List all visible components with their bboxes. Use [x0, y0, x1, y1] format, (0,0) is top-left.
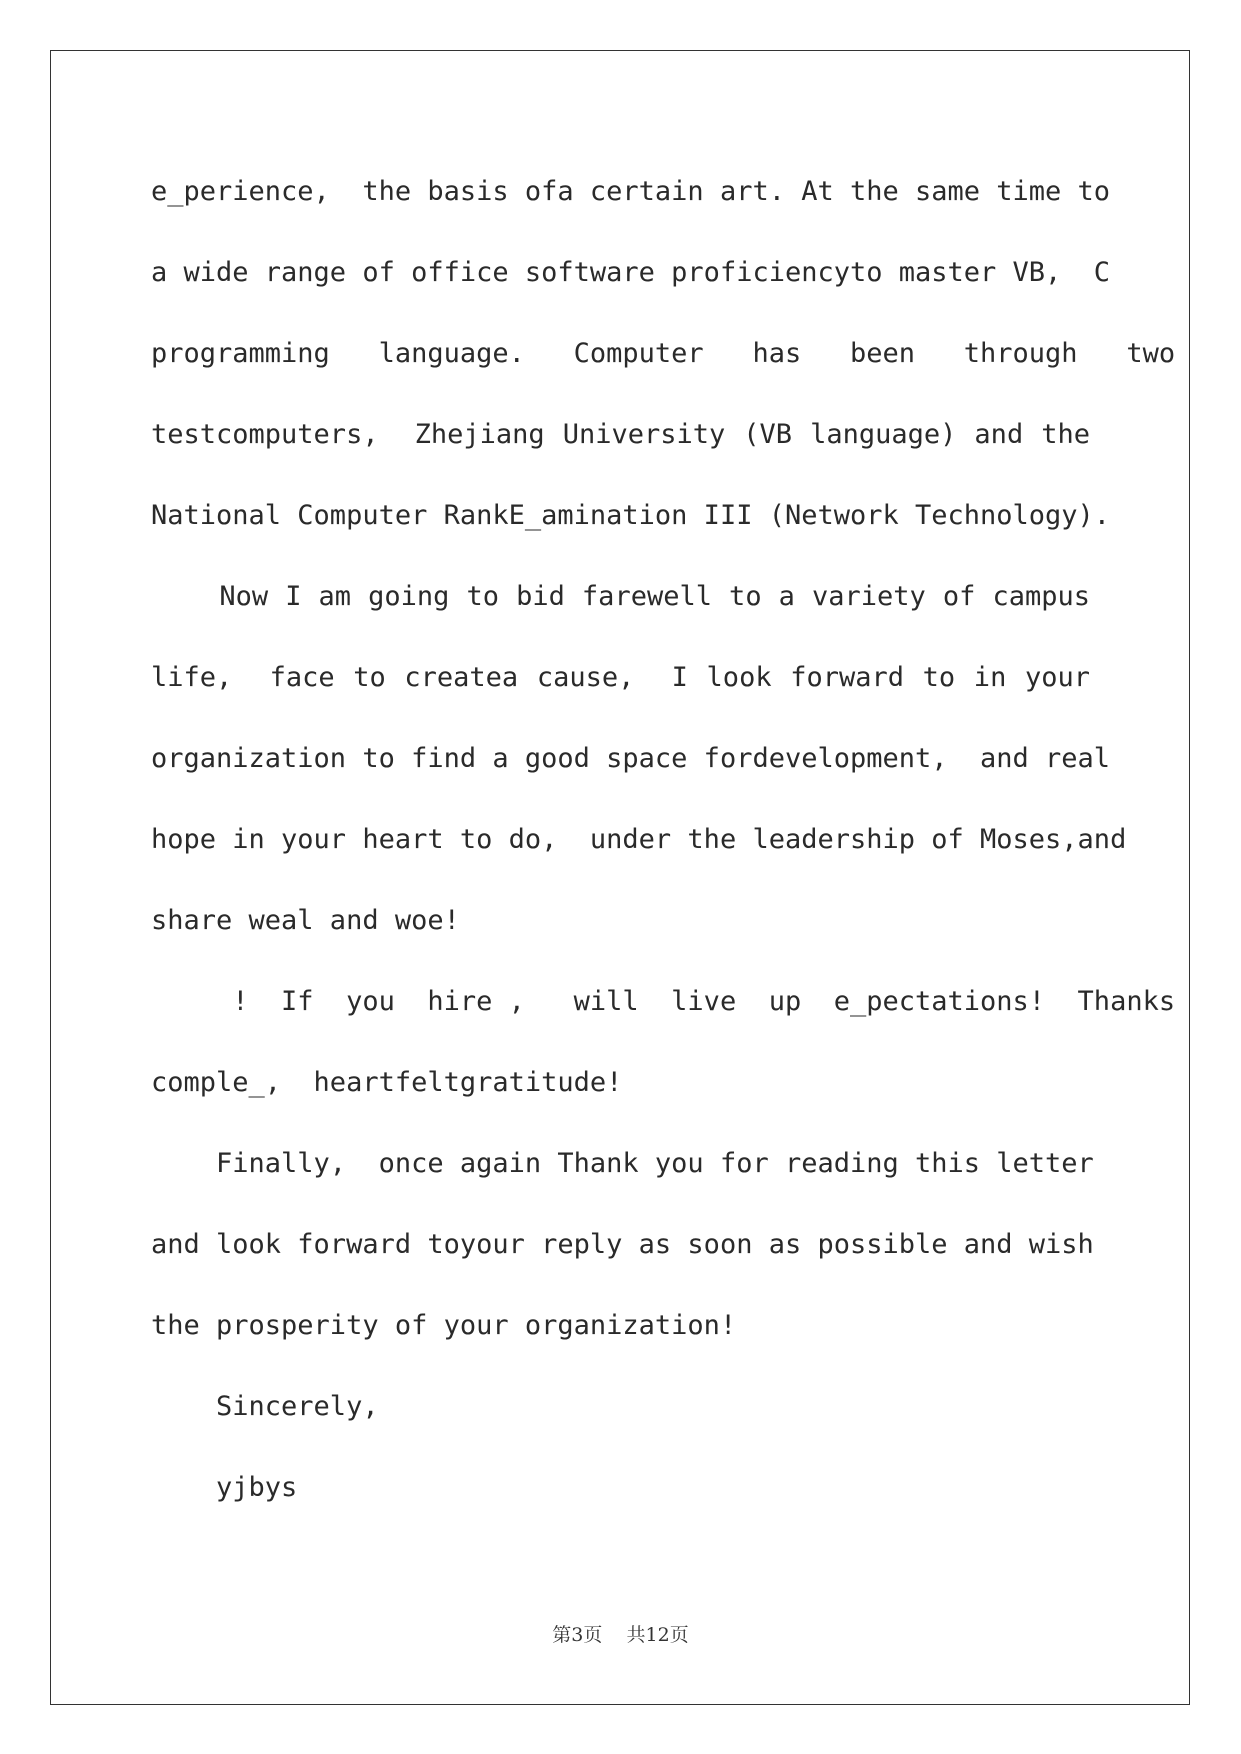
body-line-7: life, face to createa cause, I look forward to in your [151, 662, 1090, 693]
body-line-15: the prosperity of your organization! [151, 1310, 737, 1341]
signature-name: yjbys [151, 1472, 298, 1503]
page-frame [50, 50, 1190, 1705]
body-line-3: programming language. Computer has been through two [151, 338, 1176, 369]
body-line-9: hope in your heart to do, under the leadership of Moses,and [151, 824, 1127, 855]
body-line-11: ! If you hire , will live up e_pectations! Thanks [151, 986, 1176, 1017]
body-line-14: and look forward toyour reply as soon as possible and wish [151, 1229, 1094, 1260]
page-number: 第3页 [552, 1624, 603, 1646]
body-line-13: Finally, once again Thank you for reading this letter [151, 1148, 1094, 1179]
total-pages: 共12页 [626, 1624, 689, 1646]
page-footer [0, 1620, 1241, 1647]
body-line-12: comple_, heartfeltgratitude! [151, 1067, 623, 1098]
closing-salutation: Sincerely, [151, 1391, 379, 1422]
body-line-6: Now I am going to bid farewell to a variety of campus [151, 581, 1090, 612]
body-line-5: National Computer RankE_amination III (Network Technology). [151, 500, 1111, 531]
body-line-10: share weal and woe! [151, 905, 460, 936]
body-line-1: e_perience, the basis ofa certain art. At the same time to [151, 176, 1111, 207]
body-line-2: a wide range of office software proficiencyto master VB, C [151, 257, 1111, 288]
body-line-4: testcomputers, Zhejiang University (VB language) and the [151, 419, 1090, 450]
body-line-8: organization to find a good space fordevelopment, and real [151, 743, 1111, 774]
